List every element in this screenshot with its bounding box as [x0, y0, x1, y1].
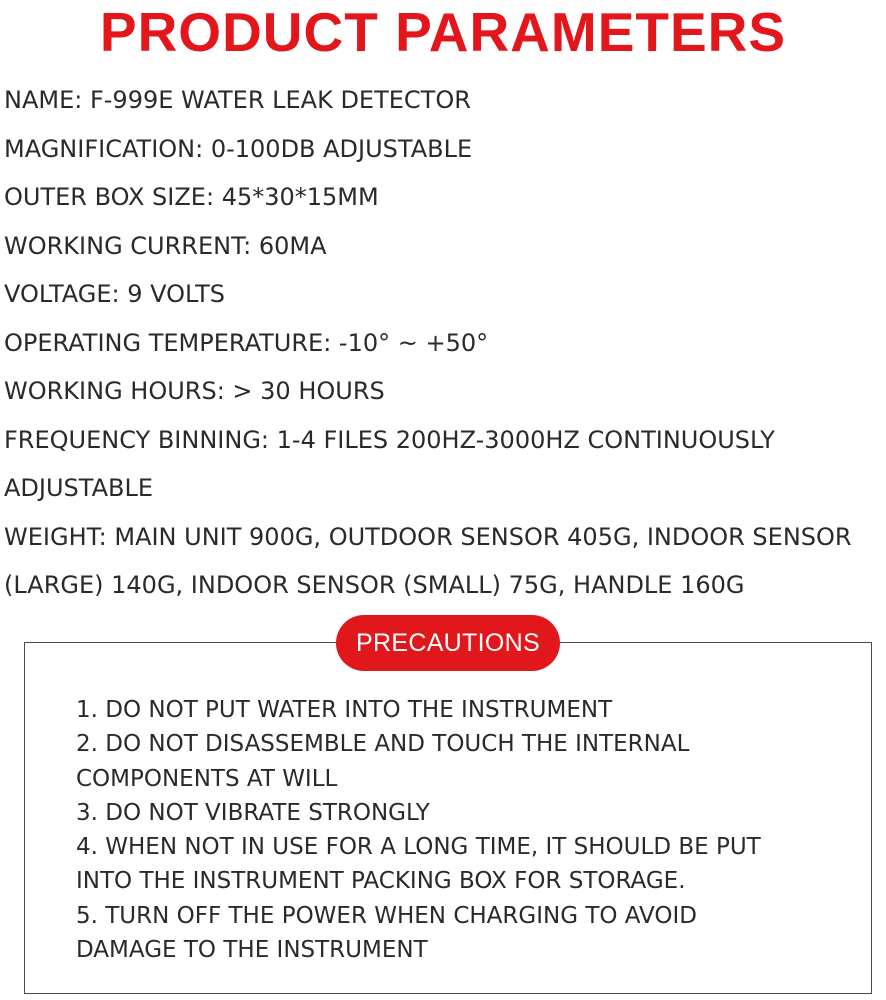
precaution-line: COMPONENTS AT WILL	[76, 765, 338, 792]
precautions-list	[76, 693, 866, 967]
parameter-line: (LARGE) 140G, INDOOR SENSOR (SMALL) 75G, HANDLE 160G	[4, 571, 745, 599]
parameter-line: WORKING HOURS: > 30 HOURS	[4, 377, 385, 405]
parameter-line: FREQUENCY BINNING: 1-4 FILES 200HZ-3000HZ CONTINUOUSLY	[4, 425, 775, 454]
precaution-line: 3. DO NOT VIBRATE STRONGLY	[76, 799, 430, 826]
precaution-line: 5. TURN OFF THE POWER WHEN CHARGING TO AVOID	[76, 902, 697, 929]
precaution-line: DAMAGE TO THE INSTRUMENT	[76, 937, 428, 964]
parameter-line: NAME: F-999E WATER LEAK DETECTOR	[4, 86, 471, 114]
precaution-line: INTO THE INSTRUMENT PACKING BOX FOR STORAGE.	[76, 868, 686, 895]
page-title: PRODUCT PARAMETERS	[99, 1, 787, 63]
parameter-line: OUTER BOX SIZE: 45*30*15MM	[4, 183, 379, 211]
parameter-line: ADJUSTABLE	[4, 474, 153, 502]
precaution-line: 1. DO NOT PUT WATER INTO THE INSTRUMENT	[76, 697, 613, 723]
parameter-line: WORKING CURRENT: 60MA	[4, 231, 327, 260]
precaution-line: 2. DO NOT DISASSEMBLE AND TOUCH THE INTERNAL	[76, 731, 690, 758]
parameter-line: OPERATING TEMPERATURE: -10° ~ +50°	[4, 328, 489, 357]
parameter-line: MAGNIFICATION: 0-100DB ADJUSTABLE	[4, 134, 473, 163]
precautions-badge: PRECAUTIONS	[336, 615, 560, 671]
parameters-list	[4, 76, 884, 610]
precaution-line: 4. WHEN NOT IN USE FOR A LONG TIME, IT SHOULD BE PUT	[76, 834, 761, 861]
parameter-line: VOLTAGE: 9 VOLTS	[4, 280, 225, 308]
parameter-line: WEIGHT: MAIN UNIT 900G, OUTDOOR SENSOR 405G, INDOOR SENSOR	[4, 522, 852, 551]
